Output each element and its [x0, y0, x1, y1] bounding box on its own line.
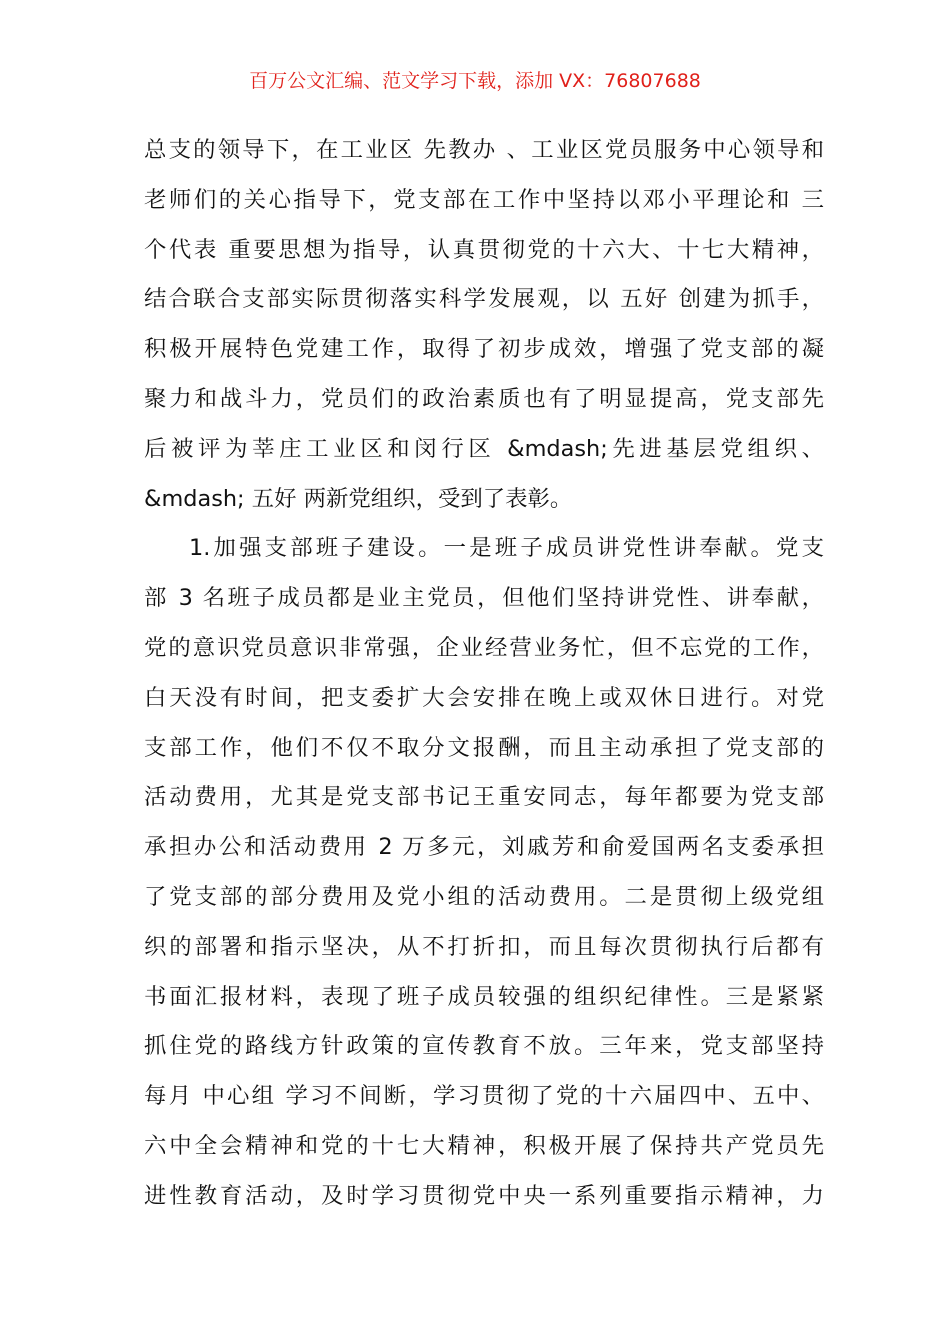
text-line: 承担办公和活动费用 2 万多元，刘戚芳和俞爱国两名支委承担	[144, 834, 824, 861]
text-line: 了党支部的部分费用及党小组的活动费用。二是贯彻上级党组	[144, 883, 824, 910]
text-line: 聚力和战斗力，党员们的政治素质也有了明显提高，党支部先	[144, 385, 824, 412]
text-line: &mdash; 五好 两新党组织，受到了表彰。	[144, 485, 573, 512]
text-line: 每月 中心组 学习不间断，学习贯彻了党的十六届四中、五中、	[144, 1083, 824, 1110]
text-line: 白天没有时间，把支委扩大会安排在晚上或双休日进行。对党	[144, 684, 824, 711]
text-line: 老师们的关心指导下，党支部在工作中坚持以邓小平理论和 三	[144, 186, 824, 213]
text-line: 六中全会精神和党的十七大精神，积极开展了保持共产党员先	[144, 1132, 824, 1159]
page-header-watermark-text: 百万公文汇编、范文学习下载，添加 VX：76807688	[249, 70, 701, 92]
text-line: 积极开展特色党建工作，取得了初步成效，增强了党支部的凝	[144, 336, 824, 363]
text-line: 进性教育活动，及时学习贯彻党中央一系列重要指示精神，力	[144, 1182, 824, 1209]
text-line: 总支的领导下，在工业区 先教办 、工业区党员服务中心领导和	[144, 137, 824, 163]
text-line: 书面汇报材料，表现了班子成员较强的组织纪律性。三是紧紧	[144, 983, 824, 1010]
text-line: 织的部署和指示坚决，从不打折扣，而且每次贯彻执行后都有	[144, 933, 824, 960]
text-line: 后被评为莘庄工业区和闵行区 &mdash;先进基层党组织、	[144, 435, 824, 462]
paragraph-first-line: 1.加强支部班子建设。一是班子成员讲党性讲奉献。党支	[189, 535, 824, 562]
text-line: 个代表 重要思想为指导，认真贯彻党的十六大、十七大精神，	[144, 236, 824, 263]
text-line: 活动费用，尤其是党支部书记王重安同志，每年都要为党支部	[144, 784, 824, 811]
text-line: 抓住党的路线方针政策的宣传教育不放。三年来，党支部坚持	[144, 1033, 824, 1060]
document-body	[144, 126, 824, 1222]
text-line: 党的意识党员意识非常强，企业经营业务忙，但不忘党的工作，	[144, 634, 824, 661]
text-line: 支部工作，他们不仅不取分文报酬，而且主动承担了党支部的	[144, 734, 824, 761]
text-line: 结合联合支部实际贯彻落实科学发展观，以 五好 创建为抓手，	[144, 286, 824, 313]
text-line: 部 3 名班子成员都是业主党员，但他们坚持讲党性、讲奉献，	[144, 585, 824, 612]
